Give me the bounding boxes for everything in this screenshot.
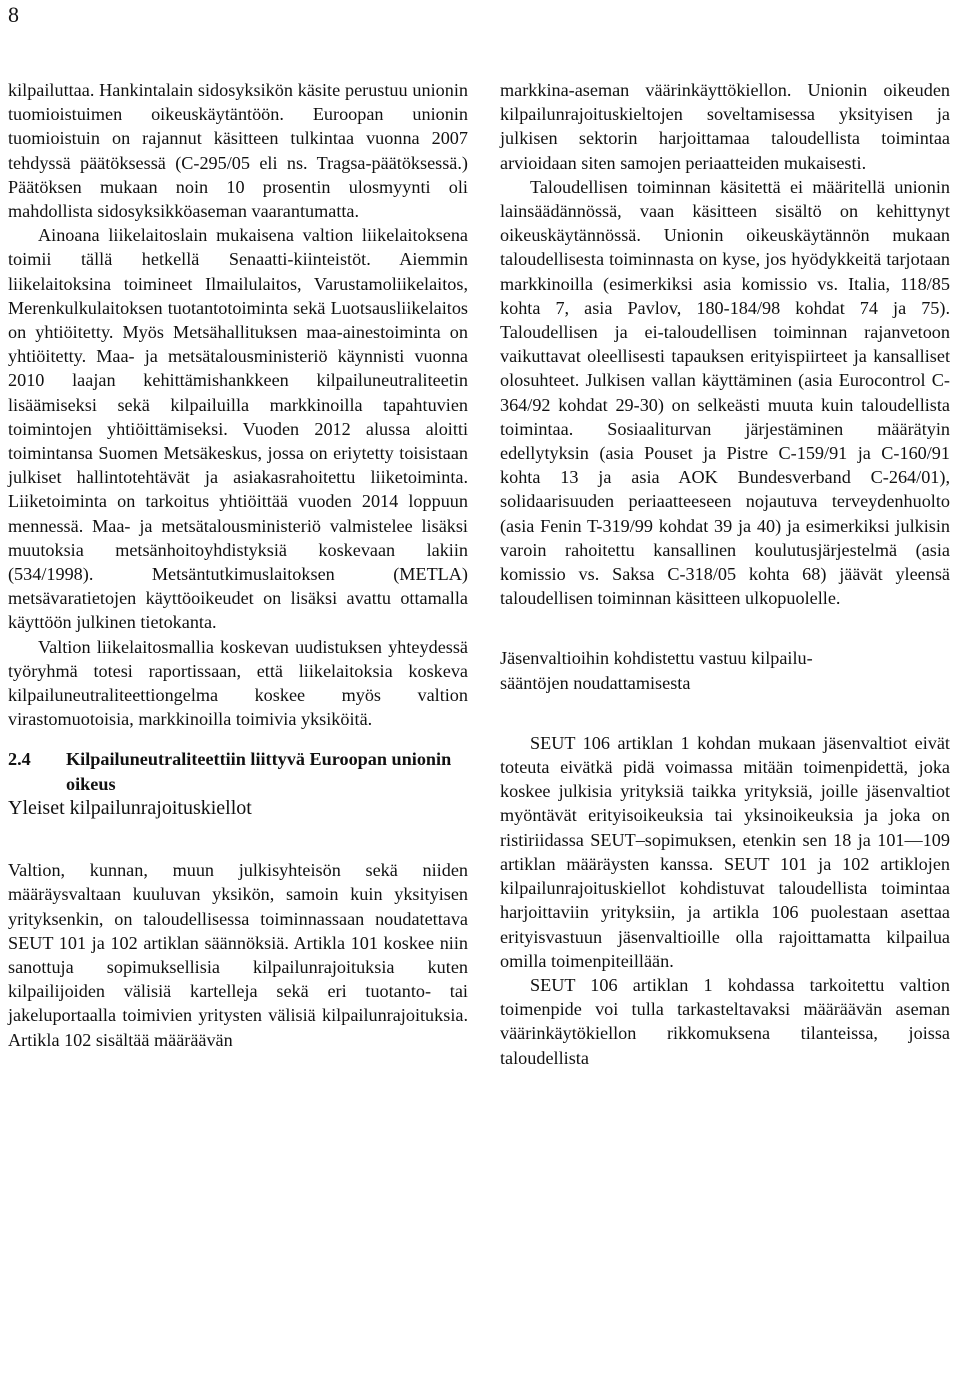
section-heading: [8, 747, 468, 795]
page-number: 8: [8, 2, 19, 27]
subheading: Yleiset kilpailunrajoituskiellot: [8, 796, 252, 819]
paragraph: Taloudellisen toiminnan käsitettä ei määritellä unionin lainsäädännössä, vaan käsitteen sisältö on kehittynyt oikeuskäytännössä. Unionin oikeuskäytännön mukaan taloudellisesta toiminnasta on kyse, jos hyödykkeitä tarjotaan markkinoilla (esimerkiksi asia komissio vs. Italia, 118/85 kohta 7, asia Pavlov, 180-184/98 kohdat 74 ja 75). Taloudellisen ja ei-taloudellisen toiminnan rajanvetoon vaikuttavat oleellisesti tapauksen erityispiirteet ja kansalliset olosuhteet. Julkisen vallan käyttäminen (asia Eurocontrol C-364/92 kohdat 29-30) on selkeästi muuta kuin taloudellista toimintaa. Sosiaaliturvan järjestäminen määrätyin edellytyksin (asia Pouset ja Pistre C-159/91 ja C-160/91 kohta 13 ja asia AOK Bundesverband C-264/01), solidaarisuuden periaatteeseen nojautuva terveydenhuolto (asia Fenin T-319/99 kohdat 39 ja 40) ja esimerkiksi julkisin varoin rahoitettu kansallinen koulutusjärjestelmä (asia komissio vs. Saksa C-318/05 kohta 68) jäävät yleensä taloudellisen toiminnan käsitteen ulkopuolelle.: [500, 176, 950, 609]
paragraph: Valtion, kunnan, muun julkisyhteisön sekä niiden määräysvaltaan kuuluvan yksikön, samoin kuin yksityisen yrityksenkin, on taloudellisessa toiminnassaan noudatettava SEUT 101 ja 102 artiklan säännöksiä. Artikla 101 koskee niin sanottuja sopimuksellisia kilpailunrajoituksia kuten kilpailijoiden välisiä kartelleja sekä eri tuotanto- tai jakeluportaalla toimivien yritysten välisiä kilpailunrajoituksia. Artikla 102 sisältää määräävän: [8, 860, 468, 1050]
paragraph: SEUT 106 artiklan 1 kohdan mukaan jäsenvaltiot eivät toteuta eivätkä pidä voimassa mitään toimenpidettä, joka koskee julkisia yrityksiä taikka yrityksiä, joille jäsenvaltiot myöntävät erityisoikeuksia tai yksinoikeuksia ja joka on ristiriidassa SEUT–sopimuksen, etenkin sen 18 ja 101—109 artiklan määräysten kanssa. SEUT 101 ja 102 artiklojen kilpailunrajoituskiellot kohdistuvat taloudellista toimintaa harjoittaviin yrityksiin, ja artikla 106 puolestaan asettaa erityisvastuun jäsenvaltioille olla rajoittamatta kilpailua omilla toimenpiteillään.: [500, 732, 950, 971]
subheading-line-2: sääntöjen noudattamisesta: [500, 672, 691, 693]
paragraph: Ainoana liikelaitoslain mukaisena valtion liikelaitoksena toimii tällä hetkellä Senaatti-kiinteistöt. Aiemmin liikelaitoksina toimineet Ilmailulaitos, Varustamoliikelaitos, Merenkulkulaitoksen tuotantotoiminta sekä Luotsausliikelaitos on yhtiöitetty. Myös Metsähallituksen maa-ainestoiminta on yhtiöitetty. Maa- ja metsätalousministeriö käynnisti vuonna 2010 laajan kehittämishankkeen kilpailuneutraliteetin lisäämiseksi sekä kilpailuilla markkinoilla tapahtuvien toimintojen yhtiöittämiseksi. Vuoden 2012 alussa aloitti toimintansa Suomen Metsäkeskus, jossa on eriytetty toisistaan julkiset hallintotehtävät ja asiakasrahoitettu liiketoiminta. Liiketoiminta on tarkoitus yhtiöittää vuoden 2014 loppuun mennessä. Maa- ja metsätalousministeriö valmistelee lisäksi muutoksia metsänhoitoyhdistyksiä koskevaan lakiin (534/1998). Metsäntutkimuslaitoksen (METLA) metsävaratietojen käyttöoikeudet on lisäksi avattu ottamalla käyttöön julkinen tietokanta.: [8, 225, 468, 633]
subheading-line-1: Jäsenvaltioihin kohdistettu vastuu kilpailu-: [500, 648, 813, 669]
paragraph: markkina-aseman väärinkäyttökiellon. Unionin oikeuden kilpailunrajoituskieltojen soveltamisessa yksityisen ja julkisen sektorin harjoittamaa taloudellista toimintaa arvioidaan siten samojen periaatteiden mukaisesti.: [500, 80, 950, 173]
right-column: [500, 78, 950, 1070]
section-title: Kilpailuneutraliteettiin liittyvä Euroopan unionin oikeus: [66, 749, 452, 794]
paragraph: Valtion liikelaitosmallia koskevan uudistuksen yhteydessä työryhmä totesi raportissaan, että liikelaitoksia koskeva kilpailuneutraliteettiongelma koskee myös valtion virastomuotoisia, markkinoilla toimivia yksiköitä.: [8, 636, 468, 730]
section-number: 2.4: [8, 749, 31, 770]
paragraph: SEUT 106 artiklan 1 kohdassa tarkoitettu valtion toimenpide voi tulla tarkasteltavaksi määräävän aseman väärinkäytökiellon rikkomuksena tilanteissa, joissa taloudellista: [500, 974, 950, 1068]
paragraph: kilpailuttaa. Hankintalain sidosyksikön käsite perustuu unionin tuomioistuimen oikeuskäytäntöön. Euroopan unionin tuomioistuin on rajannut käsitteen tulkintaa vuonna 2007 tehdyssä päätöksessä (C-295/05 eli ns. Tragsa-päätöksessä.) Päätöksen mukaan noin 10 prosentin ulosmyynti oli mahdollista sidosyksikköaseman vaarantumatta.: [8, 80, 468, 222]
left-column: [8, 78, 468, 1052]
